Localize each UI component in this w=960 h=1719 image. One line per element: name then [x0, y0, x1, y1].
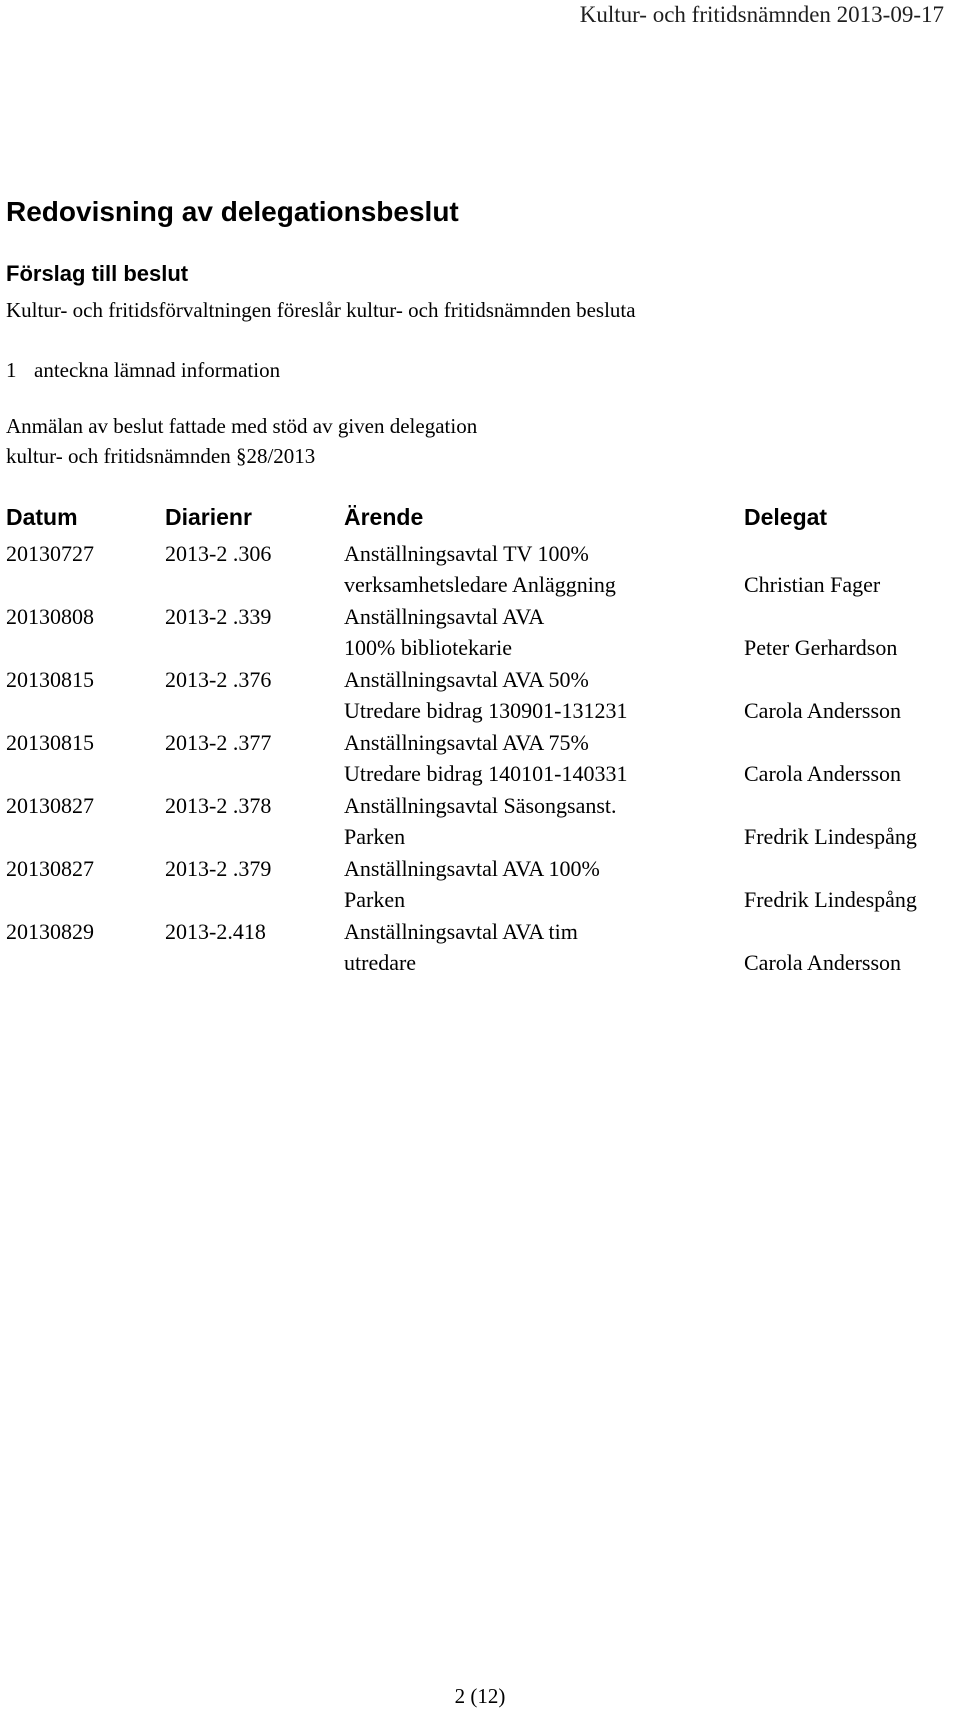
header-diarienr: Diarienr: [165, 504, 252, 530]
row-datum: 20130827: [6, 793, 94, 818]
row-arende: [344, 790, 617, 852]
row-delegat: Carola Andersson: [744, 698, 902, 723]
delegation-table: [6, 504, 956, 979]
row-delegat: Fredrik Lindespång: [744, 824, 917, 849]
header-arende: Ärende: [344, 504, 424, 530]
row-diarienr: 2013-2 .377: [165, 730, 272, 755]
row-diarienr: 2013-2 .378: [165, 793, 272, 818]
row-arende-line1: Anställningsavtal Säsongsanst.: [344, 793, 617, 818]
row-diarienr: 2013-2 .339: [165, 604, 272, 629]
row-arende-line2: 100% bibliotekarie: [344, 635, 513, 660]
decision-item-number: 1: [6, 358, 17, 382]
row-arende: [344, 664, 627, 726]
table-row: [6, 916, 956, 979]
proposal-text: Kultur- och fritidsförvaltningen föreslår kultur- och fritidsnämnden besluta: [6, 298, 636, 322]
row-datum: 20130815: [6, 730, 94, 755]
row-arende-line2: utredare: [344, 950, 417, 975]
row-arende-line1: Anställningsavtal AVA 75%: [344, 730, 589, 755]
decision-item-text: anteckna lämnad information: [34, 358, 281, 382]
table-row: [6, 727, 956, 790]
proposal-heading: Förslag till beslut: [6, 261, 189, 286]
page-number: 2 (12): [454, 1684, 506, 1708]
row-diarienr: 2013-2 .379: [165, 856, 272, 881]
table-row: [6, 664, 956, 727]
row-datum: 20130727: [6, 541, 94, 566]
document-title: Redovisning av delegationsbeslut: [6, 196, 459, 227]
row-diarienr: 2013-2.418: [165, 919, 266, 944]
running-header: Kultur- och fritidsnämnden 2013-09-17: [579, 2, 944, 27]
row-datum: 20130815: [6, 667, 94, 692]
row-delegat: Christian Fager: [744, 572, 881, 597]
header-delegat: Delegat: [744, 504, 828, 530]
row-delegat: Peter Gerhardson: [744, 635, 898, 660]
decision-item: [6, 358, 280, 383]
row-datum: 20130827: [6, 856, 94, 881]
row-arende: [344, 538, 616, 600]
table-header: [6, 504, 956, 538]
row-arende-line2: Parken: [344, 887, 406, 912]
row-delegat: Carola Andersson: [744, 950, 902, 975]
table-row: [6, 538, 956, 601]
table-row: [6, 790, 956, 853]
notice-line-2: kultur- och fritidsnämnden §28/2013: [6, 444, 316, 468]
row-delegat: Fredrik Lindespång: [744, 887, 917, 912]
row-arende-line2: Utredare bidrag 140101-140331: [344, 761, 628, 786]
row-arende: [344, 853, 600, 915]
table-row: [6, 601, 956, 664]
row-arende-line1: Anställningsavtal AVA 50%: [344, 667, 589, 692]
row-arende-line1: Anställningsavtal AVA: [344, 604, 545, 629]
notice-line-1: Anmälan av beslut fattade med stöd av given delegation: [6, 414, 478, 438]
row-arende: [344, 916, 578, 978]
row-datum: 20130829: [6, 919, 94, 944]
row-arende-line1: Anställningsavtal AVA tim: [344, 919, 578, 944]
row-arende-line1: Anställningsavtal TV 100%: [344, 541, 589, 566]
table-row: [6, 853, 956, 916]
row-arende-line2: Parken: [344, 824, 406, 849]
row-delegat: Carola Andersson: [744, 761, 902, 786]
row-datum: 20130808: [6, 604, 94, 629]
row-diarienr: 2013-2 .376: [165, 667, 272, 692]
row-arende: [344, 601, 544, 663]
row-arende: [344, 727, 627, 789]
row-arende-line2: Utredare bidrag 130901-131231: [344, 698, 628, 723]
row-diarienr: 2013-2 .306: [165, 541, 272, 566]
row-arende-line2: verksamhetsledare Anläggning: [344, 572, 616, 597]
row-arende-line1: Anställningsavtal AVA 100%: [344, 856, 600, 881]
header-datum: Datum: [6, 504, 78, 530]
